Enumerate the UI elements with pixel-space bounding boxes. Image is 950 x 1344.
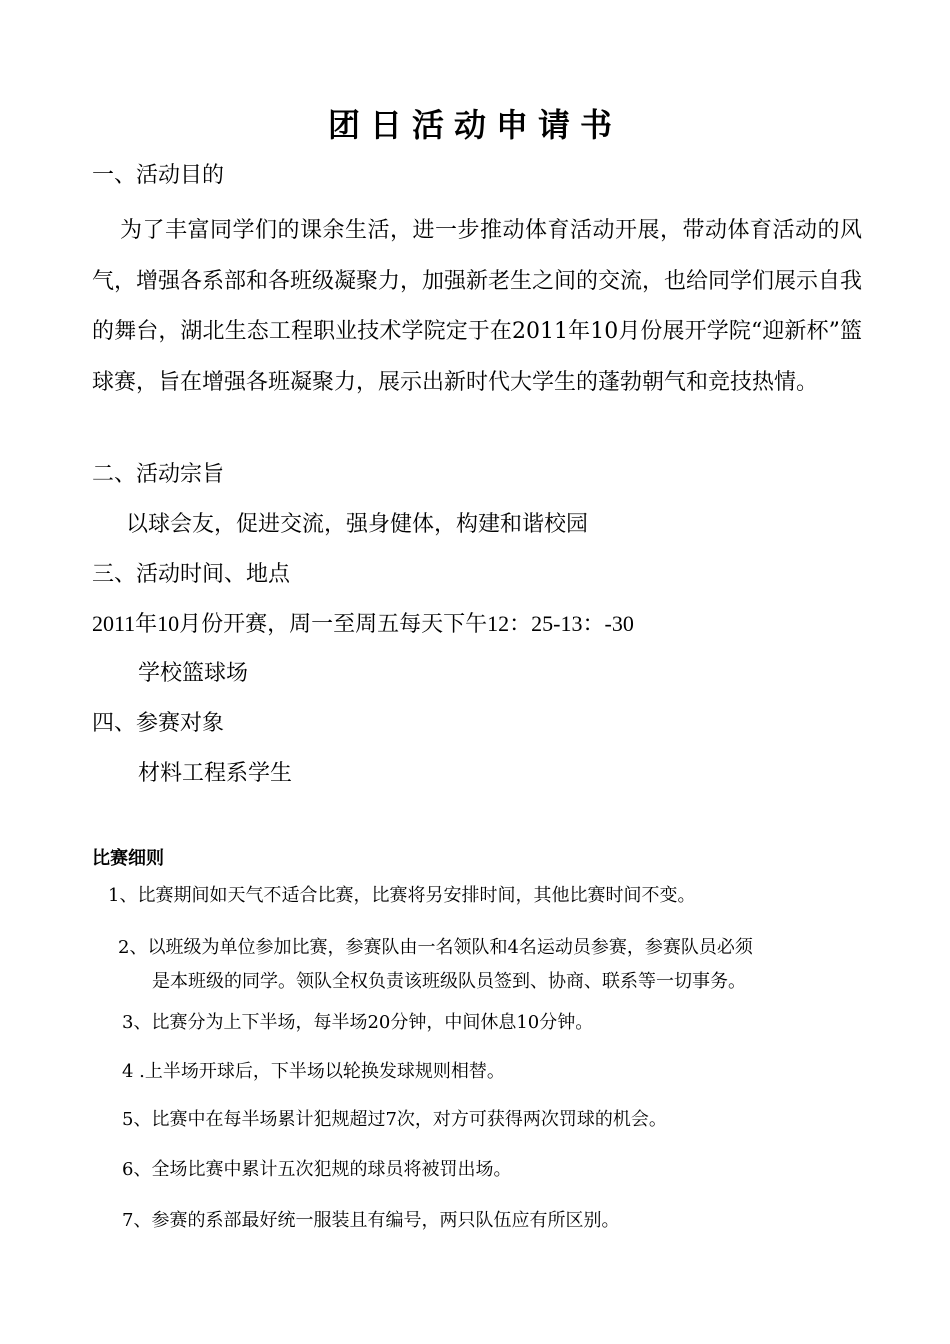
rule-item-2 [118, 931, 863, 999]
rule-item-5: 5、比赛中在每半场累计犯规超过7次，对方可获得两次罚球的机会。 [122, 1109, 667, 1130]
rule-item-3: 3、比赛分为上下半场，每半场20分钟，中间休息10分钟。 [122, 1012, 594, 1033]
rules-heading: 比赛细则 [92, 848, 164, 869]
aim-text: 以球会友，促进交流，强身健体，构建和谐校园 [126, 512, 589, 537]
rule-item-4: 4 .上半场开球后，下半场以轮换发球规则相替。 [122, 1061, 505, 1082]
section-heading-purpose: 一、活动目的 [92, 163, 225, 188]
rule-item-1: 1、比赛期间如天气不适合比赛，比赛将另安排时间，其他比赛时间不变。 [108, 885, 696, 906]
rule-item-7: 7、参赛的系部最好统一服装且有编号，两只队伍应有所区别。 [122, 1210, 620, 1231]
participants-text: 材料工程系学生 [138, 761, 293, 786]
rule-item-6: 6、全场比赛中累计五次犯规的球员将被罚出场。 [122, 1159, 512, 1180]
event-time: 2011年10月份开赛，周一至周五每天下午12：25-13：-30 [92, 611, 634, 636]
purpose-paragraph: 为了丰富同学们的课余生活，进一步推动体育活动开展，带动体育活动的风气，增强各系部和各班级凝聚力，加强新老生之间的交流，也给同学们展示自我的舞台，湖北生态工程职业技术学院定于在2011年10月份展开学院“迎新杯”篮球赛，旨在增强各班凝聚力，展示出新时代大学生的蓬勃朝气和竞技热情。 [92, 218, 863, 395]
rule-item-2-line-2: 是本班级的同学。领队全权负责该班级队员签到、协商、联系等一切事务。 [152, 971, 746, 992]
section-heading-participants: 四、参赛对象 [92, 711, 225, 736]
event-place: 学校篮球场 [138, 661, 249, 686]
document-title: 团日活动申请书 [327, 106, 622, 144]
section-heading-aim: 二、活动宗旨 [92, 462, 225, 487]
section-heading-time-place: 三、活动时间、地点 [92, 562, 291, 587]
rule-item-2-line-1: 2、以班级为单位参加比赛，参赛队由一名领队和4名运动员参赛，参赛队员必须 [118, 937, 753, 958]
